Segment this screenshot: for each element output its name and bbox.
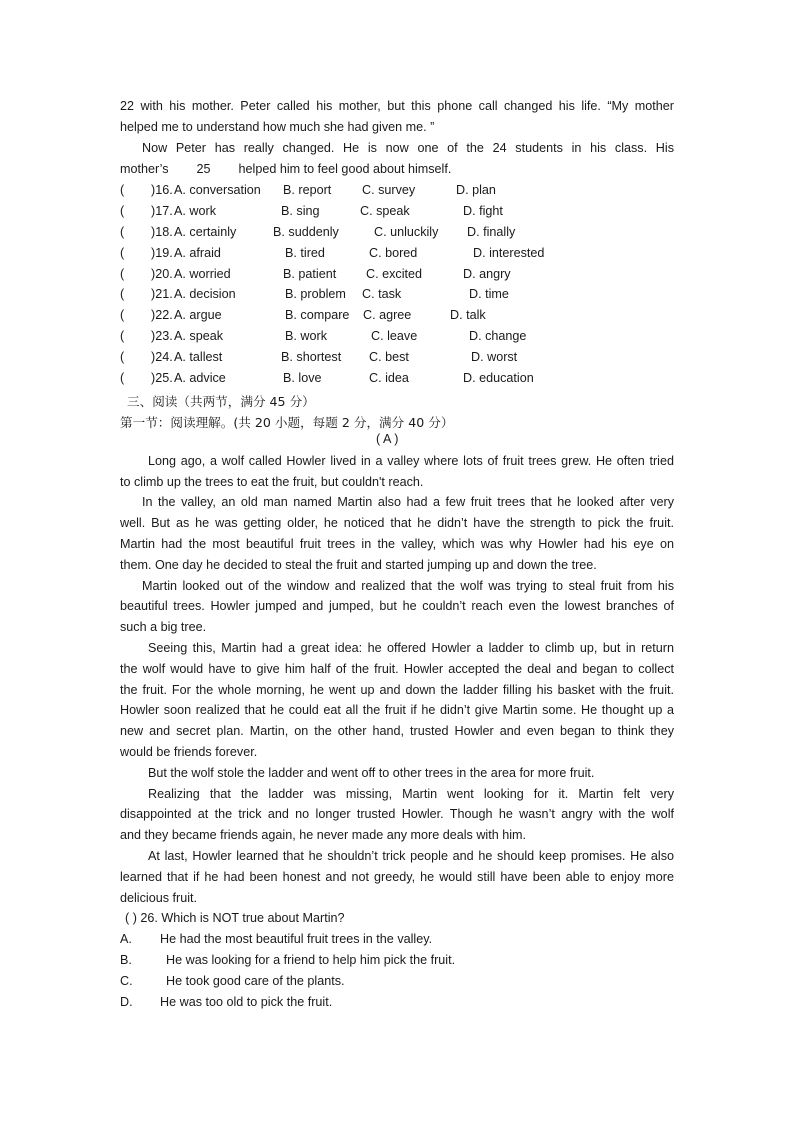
passage-label: ( A ) [376, 432, 399, 446]
passage-line: to climb up the trees to eat the fruit, but couldn't reach. [120, 475, 424, 489]
passage-line: disappointed at the trick and no longer trusted Howler. Though he wasn’t angry with the wolf [120, 807, 674, 821]
option-a: A. conversation [174, 183, 261, 197]
option-a: A. work [174, 204, 216, 218]
question-number: )23. [151, 329, 173, 343]
option-b: B. suddenly [273, 225, 339, 239]
answer-bracket[interactable]: ( [120, 267, 125, 281]
option-c: C. speak [360, 204, 410, 218]
answer-bracket[interactable]: ( [120, 308, 125, 322]
option-a: A. tallest [174, 350, 223, 364]
option-d: D. finally [467, 225, 516, 239]
passage-line: new and secret plan. Martin, on the other hand, trusted Howler and even began to think they [120, 724, 674, 738]
option-b: B. tired [285, 246, 325, 260]
passage-line: and they became friends again, he never made any more deals with him. [120, 828, 527, 842]
option-b: B. patient [283, 267, 337, 281]
option-d: D. talk [450, 308, 486, 322]
question-number: )19. [151, 246, 173, 260]
option-b: B. shortest [281, 350, 342, 364]
passage-line: beautiful trees. Howler jumped and jumped, but he couldn’t reach even the lowest branches of [120, 599, 674, 613]
option-b: B. sing [281, 204, 320, 218]
question-number: )25. [151, 371, 173, 385]
option-c: C. best [369, 350, 409, 364]
answer-bracket[interactable]: ( [120, 287, 125, 301]
question-number: )16. [151, 183, 173, 197]
passage-line: would be friends forever. [120, 745, 258, 759]
passage-line: Long ago, a wolf called Howler lived in a valley where lots of fruit trees grew. He often tried [148, 454, 674, 468]
passage-line: Seeing this, Martin had a great idea: he offered Howler a ladder to climb up, but in return [148, 641, 674, 655]
question-number: )24. [151, 350, 173, 364]
answer-bracket[interactable]: ( [120, 350, 125, 364]
answer-bracket[interactable]: ( [120, 225, 125, 239]
option-a: A. argue [174, 308, 222, 322]
passage-line: learned that if he had been honest and not greedy, he would still have been able to enjoy more [120, 870, 674, 884]
option-b: B. problem [285, 287, 346, 301]
question-number: )21. [151, 287, 173, 301]
option-d: D. worst [471, 350, 518, 364]
section-subheading: 第一节：阅读理解。(共 20 小题，每题 2 分，满分 40 分） [120, 415, 454, 430]
option-b: B. work [285, 329, 327, 343]
passage-line: Realizing that the ladder was missing, Martin went looking for it. Martin felt very [148, 787, 674, 801]
option-text[interactable]: He had the most beautiful fruit trees in the valley. [160, 932, 433, 946]
option-letter: D. [120, 995, 133, 1009]
option-text[interactable]: He took good care of the plants. [166, 974, 345, 988]
option-c: C. task [362, 287, 402, 301]
answer-bracket[interactable]: ( [120, 246, 125, 260]
passage-line: At last, Howler learned that he shouldn’t trick people and he should keep promises. He also [148, 849, 674, 863]
passage-line: the wolf would have to give him half of the fruit. Howler accepted the deal and began to collect [120, 662, 674, 676]
option-a: A. worried [174, 267, 231, 281]
question-number: )20. [151, 267, 173, 281]
answer-bracket[interactable]: ( [120, 204, 125, 218]
cloze-text-line: mother’s 25 helped him to feel good about himself. [120, 162, 452, 176]
option-d: D. change [469, 329, 527, 343]
cloze-text-line: helped me to understand how much she had given me. ” [120, 120, 435, 134]
passage-line: the fruit. For the whole morning, he went up and down the ladder filling his basket with the fruit. [120, 683, 674, 697]
passage-line: Martin had the most beautiful fruit trees in the valley, which was why Howler had his eye on [120, 537, 674, 551]
passage-line: such a big tree. [120, 620, 207, 634]
option-a: A. certainly [174, 225, 237, 239]
option-c: C. unluckily [374, 225, 439, 239]
option-a: A. speak [174, 329, 224, 343]
option-d: D. fight [463, 204, 503, 218]
passage-line: well. But as he was getting older, he noticed that he didn’t have the strength to pick the fruit. [120, 516, 674, 530]
option-text[interactable]: He was looking for a friend to help him pick the fruit. [166, 953, 456, 967]
option-b: B. love [283, 371, 322, 385]
option-letter: A. [120, 932, 132, 946]
option-d: D. education [463, 371, 534, 385]
option-letter: C. [120, 974, 133, 988]
option-a: A. afraid [174, 246, 221, 260]
option-b: B. compare [285, 308, 350, 322]
option-d: D. time [469, 287, 509, 301]
passage-line: them. One day he decided to steal the fruit and started jumping up and down the tree. [120, 558, 597, 572]
option-c: C. excited [366, 267, 422, 281]
option-c: C. survey [362, 183, 416, 197]
passage-line: Howler soon realized that he could eat all the fruit if he didn’t give Martin some. He thought up a [120, 703, 674, 717]
option-a: A. decision [174, 287, 236, 301]
option-b: B. report [283, 183, 332, 197]
answer-bracket[interactable]: ( [120, 371, 125, 385]
answer-bracket[interactable]: ( [120, 329, 125, 343]
cloze-text-line: 22 with his mother. Peter called his mother, but this phone call changed his life. “My mother [120, 99, 674, 113]
passage-line: Martin looked out of the window and realized that the wolf was trying to steal fruit from his [142, 579, 674, 593]
passage-line: In the valley, an old man named Martin also had a few fruit trees that he looked after very [142, 495, 674, 509]
question-number: )17. [151, 204, 173, 218]
option-a: A. advice [174, 371, 226, 385]
option-d: D. angry [463, 267, 511, 281]
option-c: C. leave [371, 329, 418, 343]
question-number: )22. [151, 308, 173, 322]
section-heading: 三、阅读（共两节，满分 45 分） [127, 394, 315, 409]
option-letter: B. [120, 953, 132, 967]
option-d: D. interested [473, 246, 545, 260]
passage-line: But the wolf stole the ladder and went off to other trees in the area for more fruit. [148, 766, 595, 780]
option-text[interactable]: He was too old to pick the fruit. [160, 995, 333, 1009]
passage-line: delicious fruit. [120, 891, 197, 905]
question-stem: ( ) 26. Which is NOT true about Martin? [125, 911, 345, 925]
option-c: C. agree [363, 308, 412, 322]
option-d: D. plan [456, 183, 496, 197]
question-number: )18. [151, 225, 173, 239]
answer-bracket[interactable]: ( [120, 183, 125, 197]
option-c: C. bored [369, 246, 418, 260]
option-c: C. idea [369, 371, 409, 385]
cloze-text-line: Now Peter has really changed. He is now one of the 24 students in his class. His [142, 141, 674, 155]
